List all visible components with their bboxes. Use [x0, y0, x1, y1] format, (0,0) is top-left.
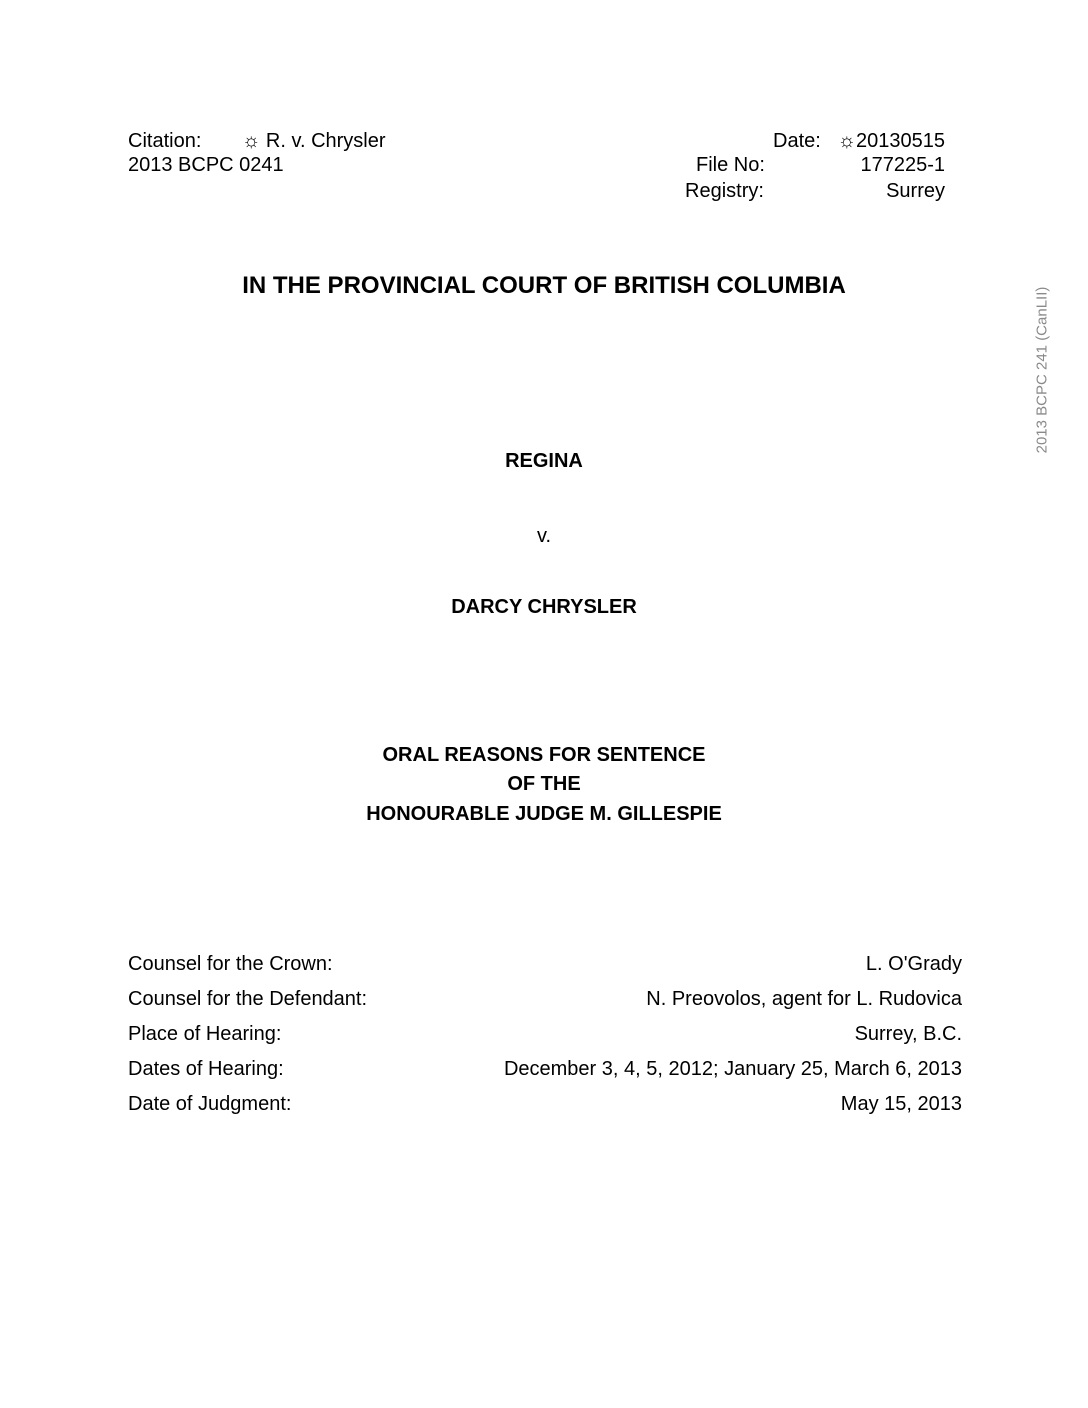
citation-case: ☼ R. v. Chrysler [242, 130, 386, 152]
canlii-watermark: 2013 BCPC 241 (CanLII) [1033, 286, 1051, 454]
court-title: IN THE PROVINCIAL COURT OF BRITISH COLUMBIA [242, 272, 846, 299]
versus-text: v. [536, 525, 552, 547]
detail-label-dates: Dates of Hearing: [128, 1058, 284, 1080]
file-no-label: File No: [696, 154, 765, 176]
detail-value-judgment: May 15, 2013 [840, 1093, 962, 1115]
reasons-heading-line1: ORAL REASONS FOR SENTENCE [382, 744, 706, 766]
detail-label-judgment: Date of Judgment: [128, 1093, 292, 1115]
detail-label-crown: Counsel for the Crown: [128, 953, 333, 975]
detail-label-place: Place of Hearing: [128, 1023, 282, 1045]
date-label: Date: [773, 130, 821, 152]
citation-number: 2013 BCPC 0241 [128, 154, 284, 176]
reasons-heading-line2: OF THE [507, 773, 581, 795]
citation-label: Citation: [128, 130, 202, 152]
detail-value-crown: L. O'Grady [865, 953, 962, 975]
plaintiff-name: REGINA [505, 450, 583, 472]
defendant-name: DARCY CHRYSLER [451, 596, 637, 618]
detail-value-defendant: N. Preovolos, agent for L. Rudovica [646, 988, 962, 1010]
detail-label-defendant: Counsel for the Defendant: [128, 988, 368, 1010]
file-no-value: 177225-1 [860, 154, 945, 176]
registry-label: Registry: [685, 180, 764, 202]
reasons-heading-line3: HONOURABLE JUDGE M. GILLESPIE [366, 803, 722, 825]
registry-value: Surrey [886, 180, 945, 202]
detail-value-dates: December 3, 4, 5, 2012; January 25, March 6, 2013 [503, 1058, 962, 1080]
detail-value-place: Surrey, B.C. [854, 1023, 962, 1045]
date-value: ☼20130515 [837, 130, 945, 152]
